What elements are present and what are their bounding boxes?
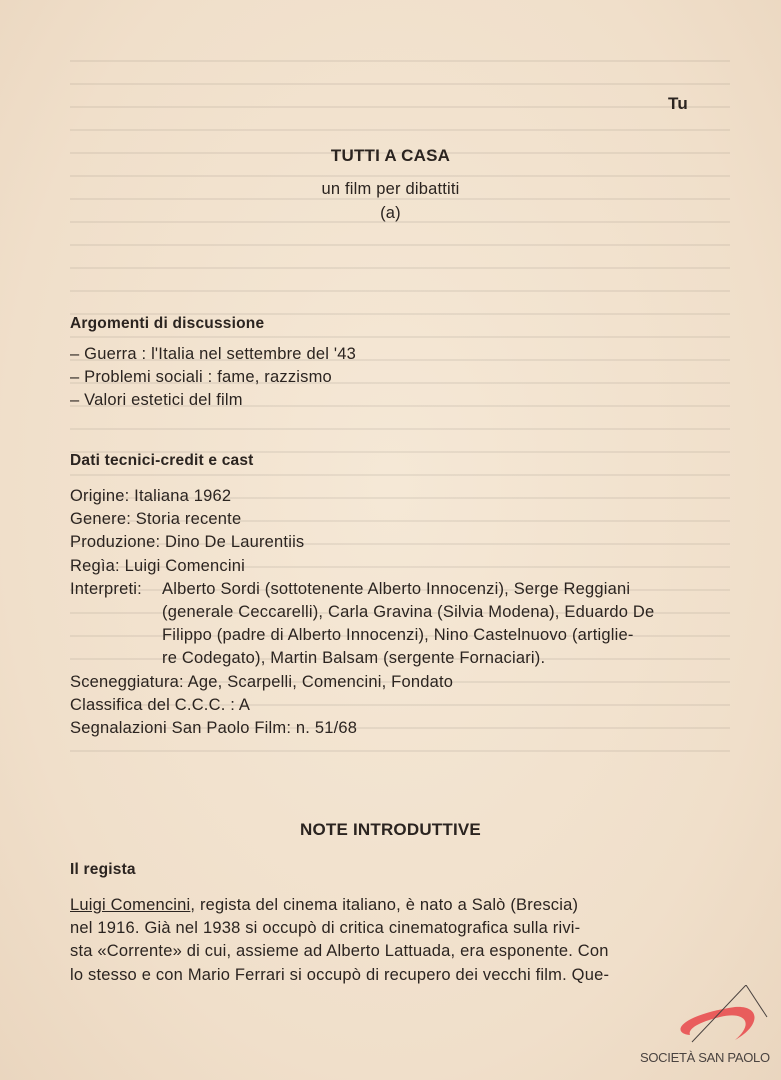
interpreti-line: re Codegato), Martin Balsam (sergente Fornaciari).: [162, 649, 546, 668]
dati-origine: Origine: Italiana 1962: [70, 487, 232, 505]
dati-heading: Dati tecnici-credit e cast: [70, 452, 254, 469]
interpreti-line: Alberto Sordi (sottotenente Alberto Innocenzi), Serge Reggiani: [162, 579, 631, 598]
interpreti-label: Interpreti:: [70, 579, 142, 598]
dati-interpreti: [70, 578, 654, 671]
paragraph-line: , regista del cinema italiano, è nato a Salò (Brescia): [190, 896, 579, 914]
dati-genere: Genere: Storia recente: [70, 510, 242, 529]
paragraph-line: nel 1916. Già nel 1938 si occupò di critica cinematografica sulla rivi-: [70, 919, 581, 938]
dati-sceneggiatura: Sceneggiatura: Age, Scarpelli, Comencini, Fondato: [70, 672, 454, 691]
argomenti-list: [70, 343, 356, 413]
logo-text: SOCIETÀ SAN PAOLO: [640, 1050, 770, 1065]
film-subtitle: un film per dibattiti: [321, 180, 460, 198]
regista-subheading: Il regista: [70, 861, 136, 878]
page-mark: Tu: [668, 94, 688, 113]
argomenti-item: – Guerra : l'Italia nel settembre del '43: [70, 345, 356, 363]
interpreti-line: Filippo (padre di Alberto Innocenzi), Nino Castelnuovo (artiglie-: [162, 626, 634, 645]
dati-regia: Regìa: Luigi Comencini: [70, 556, 245, 575]
dati-list: [70, 485, 654, 740]
film-note: (a): [380, 204, 401, 222]
film-title: TUTTI A CASA: [330, 146, 451, 165]
argomenti-heading: Argomenti di discussione: [70, 315, 265, 332]
director-name: Luigi Comencini: [70, 896, 191, 914]
regista-paragraph: [70, 894, 609, 987]
note-heading: NOTE INTRODUTTIVE: [300, 820, 481, 839]
argomenti-item: – Valori estetici del film: [70, 391, 243, 410]
dati-classifica: Classifica del C.C.C. : A: [70, 695, 251, 714]
paragraph-line: sta «Corrente» di cui, assieme ad Alberto Lattuada, era esponente. Con: [70, 942, 609, 961]
interpreti-line: (generale Ceccarelli), Carla Gravina (Silvia Modena), Eduardo De: [162, 602, 655, 621]
paragraph-line: lo stesso e con Mario Ferrari si occupò di recupero dei vecchi film. Que-: [70, 965, 610, 984]
societa-san-paolo-logo-icon: [660, 985, 775, 1055]
dati-segnalazioni: Segnalazioni San Paolo Film: n. 51/68: [70, 718, 358, 737]
argomenti-item: – Problemi sociali : fame, razzismo: [70, 368, 332, 387]
dati-produzione: Produzione: Dino De Laurentiis: [70, 533, 305, 552]
